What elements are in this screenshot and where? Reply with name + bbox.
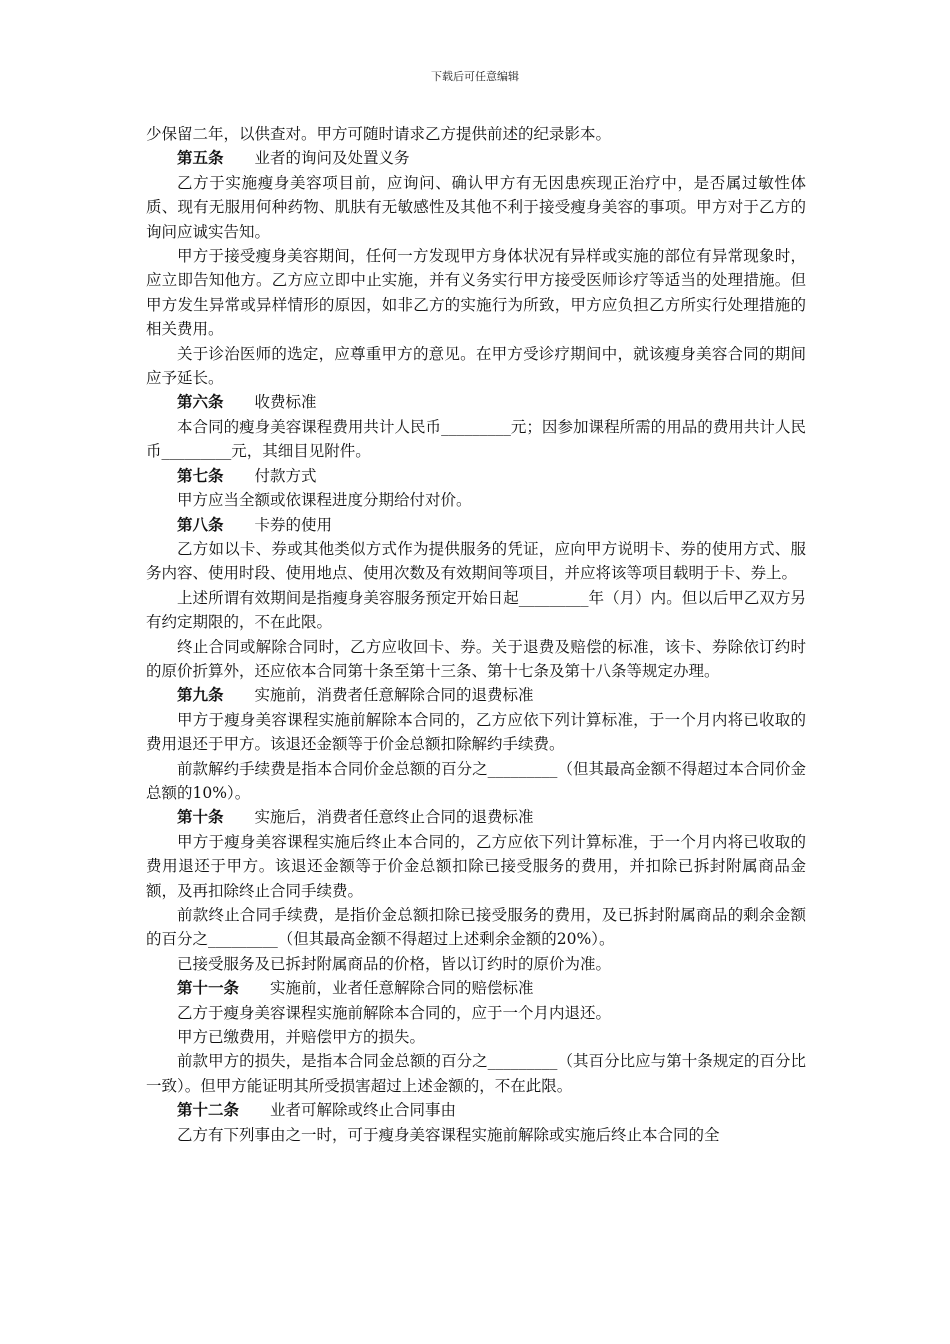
paragraph: 乙方于瘦身美容课程实施前解除本合同的，应于一个月内退还。 — [177, 1003, 612, 1022]
paragraph: 本合同的瘦身美容课程费用共计人民币_________元；因参加课程所需的用品的费用共计人民币_________元，其细目见附件。 — [146, 417, 806, 461]
paragraph: 乙方有下列事由之一时，可于瘦身美容课程实施前解除或实施后终止本合同的全 — [177, 1125, 720, 1144]
article-heading — [146, 513, 806, 537]
paragraph: 前款解约手续费是指本合同价金总额的百分之_________（但其最高金额不得超过本合同价金总额的10%）。 — [146, 759, 806, 802]
paragraph: 少保留二年，以供查对。甲方可随时请求乙方提供前述的纪录影本。 — [146, 125, 612, 143]
paragraph: 甲方应当全额或依课程进度分期给付对价。 — [177, 491, 472, 510]
article-heading — [146, 146, 806, 170]
paragraph: 上述所谓有效期间是指瘦身美容服务预定开始日起_________年（月）内。但以后甲乙双方另有约定期限的，不在此限。 — [146, 588, 806, 632]
paragraph: 已接受服务及已拆封附属商品的价格，皆以订约时的原价为准。 — [177, 954, 612, 973]
article-number: 第十二条 — [177, 1100, 240, 1120]
article-number: 第六条 — [177, 392, 224, 412]
page-header: 下载后可任意编辑 — [431, 70, 519, 83]
paragraph: 前款甲方的损失，是指本合同金总额的百分之_________（其百分比应与第十条规定的百分比一致）。但甲方能证明其所受损害超过上述金额的，不在此限。 — [146, 1052, 806, 1095]
article-number: 第十条 — [177, 807, 224, 827]
paragraph: 终止合同或解除合同时，乙方应收回卡、券。关于退费及赔偿的标准，该卡、券除依订约时的原价折算外，还应依本合同第十条至第十三条、第十七条及第十八条等规定办理。 — [146, 637, 806, 680]
paragraph: 甲方于接受瘦身美容期间，任何一方发现甲方身体状况有异样或实施的部位有异常现象时，应立即告知他方。乙方应立即中止实施，并有义务实行甲方接受医师诊疗等适当的处理措施。但甲方发生异常或异样情形的原因，如非乙方的实施行为所致，甲方应负担乙方所实行处理措施的相关费用。 — [146, 247, 806, 339]
paragraph: 乙方如以卡、券或其他类似方式作为提供服务的凭证，应向甲方说明卡、券的使用方式、服务内容、使用时段、使用地点、使用次数及有效期间等项目，并应将该等项目载明于卡、券上。 — [146, 539, 806, 583]
contract-body — [146, 122, 806, 1147]
article-number: 第九条 — [177, 685, 224, 705]
article-heading — [146, 683, 806, 707]
article-heading — [146, 976, 806, 1000]
article-number: 第八条 — [177, 514, 224, 534]
paragraph: 甲方于瘦身美容课程实施前解除本合同的，乙方应依下列计算标准，于一个月内将已收取的费用退还于甲方。该退还金额等于价金总额扣除解约手续费。 — [146, 710, 806, 754]
paragraph: 甲方已缴费用，并赔偿甲方的损失。 — [177, 1028, 426, 1047]
article-heading — [146, 390, 806, 414]
paragraph: 甲方于瘦身美容课程实施后终止本合同的，乙方应依下列计算标准，于一个月内将已收取的费用退还于甲方。该退还金额等于价金总额扣除已接受服务的费用，并扣除已拆封附属商品金额，及再扣除终止合同手续费。 — [146, 832, 806, 900]
article-number: 第七条 — [177, 465, 224, 485]
article-title: 实施前，消费者任意解除合同的退费标准 — [254, 686, 534, 705]
article-number: 第十一条 — [177, 978, 240, 998]
article-title: 卡券的使用 — [254, 515, 333, 534]
article-number: 第五条 — [177, 148, 224, 168]
article-title: 收费标准 — [254, 393, 317, 412]
paragraph: 乙方于实施瘦身美容项目前，应询问、确认甲方有无因患疾现正治疗中，是否属过敏性体质、现有无服用何种药物、肌肤有无敏感性及其他不利于接受瘦身美容的事项。甲方对于乙方的询问应诚实告知。 — [146, 173, 806, 241]
article-heading — [146, 464, 806, 488]
article-title: 业者的询问及处置义务 — [254, 149, 410, 168]
article-heading — [146, 1098, 806, 1122]
article-heading — [146, 805, 806, 829]
article-title: 付款方式 — [254, 466, 317, 485]
paragraph: 关于诊治医师的选定，应尊重甲方的意见。在甲方受诊疗期间中，就该瘦身美容合同的期间应予延长。 — [146, 344, 806, 388]
article-title: 实施前，业者任意解除合同的赔偿标准 — [270, 979, 534, 998]
paragraph: 前款终止合同手续费，是指价金总额扣除已接受服务的费用，及已拆封附属商品的剩余金额的百分之_________（但其最高金额不得超过上述剩余金额的20%）。 — [146, 906, 806, 949]
article-title: 业者可解除或终止合同事由 — [270, 1101, 457, 1120]
article-title: 实施后，消费者任意终止合同的退费标准 — [254, 808, 534, 827]
